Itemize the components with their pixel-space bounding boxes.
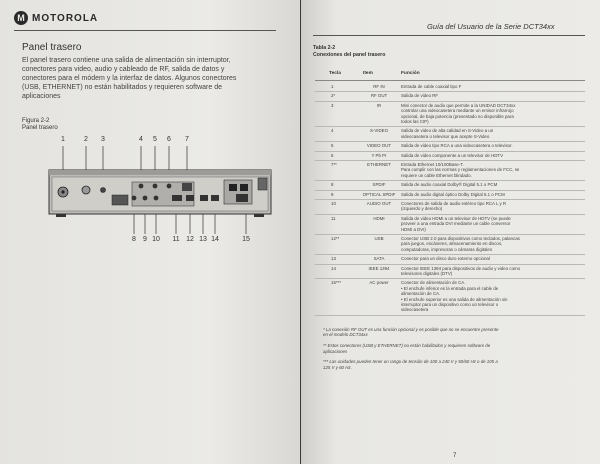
row-divider	[315, 101, 585, 102]
table-caption: Tabla 2-2	[313, 45, 336, 51]
intro-line: aplicaciones	[22, 93, 61, 100]
footnote-line: 125 V y 60 Hz.	[323, 364, 352, 370]
row-function: alimentación de CA.	[401, 291, 441, 297]
right-page	[301, 0, 600, 464]
column-header-function: Función	[401, 71, 420, 76]
row-function: Salida de audio coaxial Dolby® Digital 5.1 o PCM	[401, 182, 498, 188]
row-function: Conectores de salida de audio estéreo tipo RCA L y R	[401, 201, 507, 206]
callout-number: 6	[167, 136, 171, 143]
row-function: controlar una videocasetera mediante un emisor infrarrojo	[401, 108, 514, 114]
page-number: 7	[453, 453, 457, 459]
table-title: Conexiones del panel trasero	[313, 52, 386, 58]
row-key: 11	[331, 215, 336, 221]
intro-line: El panel trasero contiene una salida de alimentación sin interruptor,	[22, 57, 231, 64]
table-header-rule	[315, 80, 585, 81]
row-item: RF OUT	[370, 93, 388, 99]
row-function: (izquierdo y derecho)	[401, 206, 443, 212]
callout-number: 4	[139, 136, 143, 143]
row-function: Para cumplir con las normas y reglamentaciones de FCC, se	[401, 167, 520, 173]
row-divider	[315, 278, 585, 279]
row-function: Salida de video de alta calidad en S-Video a un	[401, 128, 494, 134]
callout-number: 10	[152, 236, 160, 243]
callout-number: 11	[172, 236, 180, 243]
row-item: SPDIF	[372, 182, 386, 188]
intro-line: conectores para el módem y la interfaz de datos. Algunos conectores	[22, 75, 237, 82]
row-divider	[315, 234, 585, 235]
row-divider	[315, 141, 585, 142]
row-function: Entrada de cable coaxial tipo F	[401, 84, 462, 89]
row-key: 6	[331, 152, 334, 158]
column-header-item: Item	[363, 71, 373, 76]
row-function: para juegos, escáneres, almacenamiento en discos,	[401, 241, 503, 247]
row-divider	[315, 91, 585, 92]
row-key: 15***	[331, 280, 342, 286]
row-function: proveer a una entrada DVI mediante un cable conversor	[401, 221, 511, 227]
figure-caption: Figura 2-2	[22, 118, 50, 124]
row-function: todos las CIP)	[401, 119, 429, 124]
row-key: 7**	[331, 162, 337, 167]
row-function: Entrada Ethernet 10/100Base-T.	[401, 162, 464, 167]
row-item: ETHERNET	[367, 162, 391, 167]
row-function: Salida de audio digital óptico Dolby Digital 5.1 o PCM	[401, 191, 505, 197]
row-function: Conector USB 2.0 para dispositivos como teclados, palancas	[401, 236, 520, 241]
row-function: Conector para un disco duro externo opcional	[401, 256, 490, 262]
brand-name: MOTOROLA	[32, 13, 99, 24]
footnote-line: *** Las unidades pueden tener un rango de tensión de 100 a 240 V y 50/60 Hz o de 105 a	[323, 359, 498, 365]
row-item: RF IN	[373, 84, 385, 89]
row-divider	[315, 151, 585, 152]
row-key: 13	[331, 256, 336, 262]
row-item: HDMI	[373, 215, 385, 221]
row-divider	[315, 190, 585, 191]
motorola-logo-icon: M	[14, 11, 28, 25]
row-function: Conector de alimentación de CA.	[401, 280, 466, 286]
row-key: 12**	[331, 236, 340, 241]
figure-title: Panel trasero	[22, 125, 58, 131]
row-item: SATA	[373, 256, 385, 262]
row-key: 14	[331, 265, 336, 271]
row-function: Salida de video componente a un televisor de HDTV	[401, 152, 504, 158]
row-item: IEEE 1394	[368, 265, 390, 271]
row-item: AC power	[369, 280, 389, 286]
row-item: AUDIO OUT	[366, 201, 392, 206]
row-divider	[315, 315, 585, 316]
row-function: requiere un cable Ethernet blindado.	[401, 172, 472, 178]
row-function: Salida de video HDMI a un televisor de HDTV (se puede	[401, 215, 511, 221]
row-function: Mini conector de audio que permite a la UNIDAD DCT34xx	[401, 102, 516, 108]
row-function: opcional, de baja potencia (presentado no disponible para	[401, 113, 514, 119]
row-divider	[315, 126, 585, 127]
callout-number: 5	[153, 136, 157, 143]
row-item: USB	[374, 236, 384, 241]
row-key: 4	[331, 128, 334, 134]
section-title: Panel trasero	[22, 42, 82, 53]
row-function: • El enchufe inferior es la entrada para el cable de	[401, 285, 499, 291]
row-item: OPTICAL SPDIF	[362, 191, 396, 197]
row-function: videocasetera	[401, 307, 429, 313]
column-header-key: Tecla	[329, 71, 341, 76]
callout-number: 15	[242, 236, 250, 243]
callout-number: 12	[186, 236, 194, 243]
callout-number: 2	[84, 136, 88, 143]
row-key: 5	[331, 143, 334, 149]
row-function: videocasetera o televisor que acepte S-Video	[401, 133, 490, 139]
row-function: Salida de video RF	[401, 93, 439, 99]
callout-number: 14	[211, 236, 219, 243]
row-key: 10	[331, 201, 336, 206]
row-item: IR	[376, 102, 382, 108]
row-function: computadoras, impresoras o cámaras digitales	[401, 246, 493, 252]
row-divider	[315, 214, 585, 215]
row-key: 2*	[331, 93, 336, 99]
callout-number: 13	[199, 236, 207, 243]
row-function: Salida de video tipo RCA a una videocasetera o televisor.	[401, 143, 513, 149]
row-item: S-VIDEO	[369, 128, 389, 134]
header-rule	[313, 35, 585, 36]
callout-number: 7	[185, 136, 189, 143]
row-function: televisores digitales (DTV)	[401, 271, 453, 276]
row-key: 8	[331, 182, 334, 188]
row-function: interruptor para un dispositivo como un televisor o	[401, 302, 499, 307]
row-divider	[315, 254, 585, 255]
row-divider	[315, 180, 585, 181]
row-function: Conector IEEE 1394 para dispositivos de audio y video como	[401, 265, 521, 271]
row-divider	[315, 160, 585, 161]
callout-number: 1	[61, 136, 65, 143]
row-divider	[315, 264, 585, 265]
row-item: Y Pb Pr	[371, 152, 387, 158]
header-title: Guía del Usuario de la Serie DCT34xx	[427, 22, 555, 31]
callout-number: 3	[101, 136, 105, 143]
intro-line: (USB, ETHERNET) no están habilitados y requieren software de	[22, 84, 222, 91]
row-key: 9	[331, 191, 334, 197]
callout-number: 8	[132, 236, 136, 243]
callout-number: 9	[143, 236, 147, 243]
row-key: 1	[331, 84, 334, 89]
row-divider	[315, 199, 585, 200]
footnote-line: ** Estos conectores (USB y ETHERNET) no están habilitados y requieren software de	[323, 343, 491, 348]
row-function: • El enchufe superior es una salida de alimentación sin	[401, 296, 508, 302]
footnote-line: * La conexión RF OUT es una función opcional y es posible que no se encuentre presente	[323, 326, 499, 332]
footnote-line: en el modelo DCT34xx	[323, 332, 368, 338]
intro-line: conectores para video, audio y cableado de RF, salida de datos y	[22, 66, 225, 73]
row-function: HDMI a DVI)	[401, 226, 426, 232]
row-key: 3	[331, 102, 334, 108]
row-item: VIDEO OUT	[366, 143, 392, 149]
footnote-line: aplicaciones	[323, 348, 348, 354]
